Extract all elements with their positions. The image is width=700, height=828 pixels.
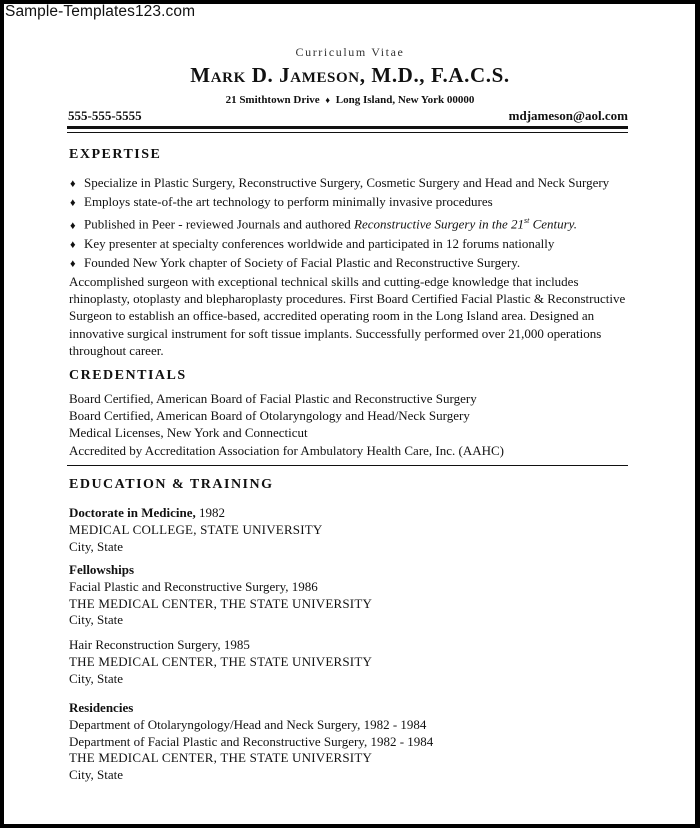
education-fellowships [69, 562, 372, 629]
expertise-summary: Accomplished surgeon with exceptional technical skills and cutting-edge knowledge that includes rhinoplasty, otoplasty and blepharoplasty procedures. First Board Certified Facial Plastic & Reconstructive Surgeon to establish an office-based, accredited operating room in the Long Island area. Designed an innovative surgical instrument for soft tissue implants. Successfully performed over 21,000 operations throughout career. [69, 274, 626, 358]
diamond-bullet-icon: ♦ [70, 219, 76, 232]
location: City, State [69, 767, 124, 783]
fellowship-program: Hair Reconstruction Surgery, 1985 [69, 637, 250, 652]
education-fellowship-2 [69, 637, 372, 687]
expertise-text: Founded New York chapter of Society of Facial Plastic and Reconstructive Surgery. [84, 255, 521, 271]
credentials-list [69, 390, 504, 459]
ordinal-suffix: st [523, 216, 530, 226]
institution: MEDICAL COLLEGE, STATE UNIVERSITY [69, 521, 323, 537]
section-divider [67, 465, 628, 466]
document-label: Curriculum Vitae [295, 45, 405, 59]
diamond-bullet-icon: ♦ [70, 238, 76, 251]
degree-year: 1982 [195, 505, 225, 520]
credential-item: Board Certified, American Board of Otolaryngology and Head/Neck Surgery [69, 408, 470, 424]
credential-item: Accredited by Accreditation Association for Ambulatory Health Care, Inc. (AAHC) [69, 442, 505, 458]
expertise-list [70, 174, 609, 273]
location: City, State [69, 612, 124, 628]
location: City, State [69, 538, 124, 554]
education-doctorate [69, 505, 323, 555]
email-address: mdjameson@aol.com [508, 108, 628, 123]
list-item [70, 235, 609, 254]
address [0, 94, 700, 106]
fellowships-heading: Fellowships [69, 562, 135, 577]
diamond-bullet-icon: ♦ [70, 258, 76, 271]
expertise-text: Key presenter at specialty conferences worldwide and participated in 12 forums nationally [84, 235, 555, 251]
institution: THE MEDICAL CENTER, THE STATE UNIVERSITY [69, 653, 373, 669]
residencies-heading: Residencies [69, 700, 134, 715]
credential-item: Board Certified, American Board of Facial Plastic and Reconstructive Surgery [69, 391, 477, 406]
section-title-credentials: CREDENTIALS [69, 368, 187, 383]
header-divider [67, 126, 628, 133]
list-item [70, 193, 609, 212]
list-item [70, 212, 609, 235]
section-title-education: EDUCATION & TRAINING [69, 477, 274, 492]
diamond-bullet-icon: ♦ [70, 178, 76, 190]
diamond-bullet-icon: ♦ [70, 197, 76, 210]
fellowship-program: Facial Plastic and Reconstructive Surgery, 1986 [69, 578, 318, 594]
address-street: 21 Smithtown Drive [225, 94, 320, 106]
watermark: Sample-Templates123.com [5, 3, 196, 20]
section-title-expertise: EXPERTISE [69, 147, 162, 162]
phone-number: 555-555-5555 [68, 108, 142, 123]
book-title: Reconstructive Surgery in the 21 [354, 216, 524, 232]
address-city: Long Island, New York 00000 [335, 94, 475, 106]
degree-name: Doctorate in Medicine, [69, 505, 196, 520]
institution: THE MEDICAL CENTER, THE STATE UNIVERSITY [69, 750, 373, 766]
diamond-icon: ♦ [325, 95, 331, 105]
residency-program: Department of Facial Plastic and Reconstructive Surgery, 1982 - 1984 [69, 733, 434, 749]
book-title-end: Century. [529, 216, 577, 232]
list-item [70, 174, 609, 193]
institution: THE MEDICAL CENTER, THE STATE UNIVERSITY [69, 595, 373, 611]
list-item [70, 254, 609, 273]
credential-item: Medical Licenses, New York and Connecticut [69, 425, 308, 441]
candidate-name: Mark D. Jameson, M.D., F.A.C.S. [190, 63, 510, 87]
expertise-text: Published in Peer - reviewed Journals and authored [84, 216, 355, 232]
expertise-text: Employs state-of-the art technology to perform minimally invasive procedures [84, 194, 493, 210]
expertise-text: Specialize in Plastic Surgery, Reconstructive Surgery, Cosmetic Surgery and Head and Neck Surgery [84, 175, 610, 190]
education-residencies [69, 700, 433, 784]
location: City, State [69, 670, 124, 686]
residency-program: Department of Otolaryngology/Head and Neck Surgery, 1982 - 1984 [69, 716, 427, 732]
